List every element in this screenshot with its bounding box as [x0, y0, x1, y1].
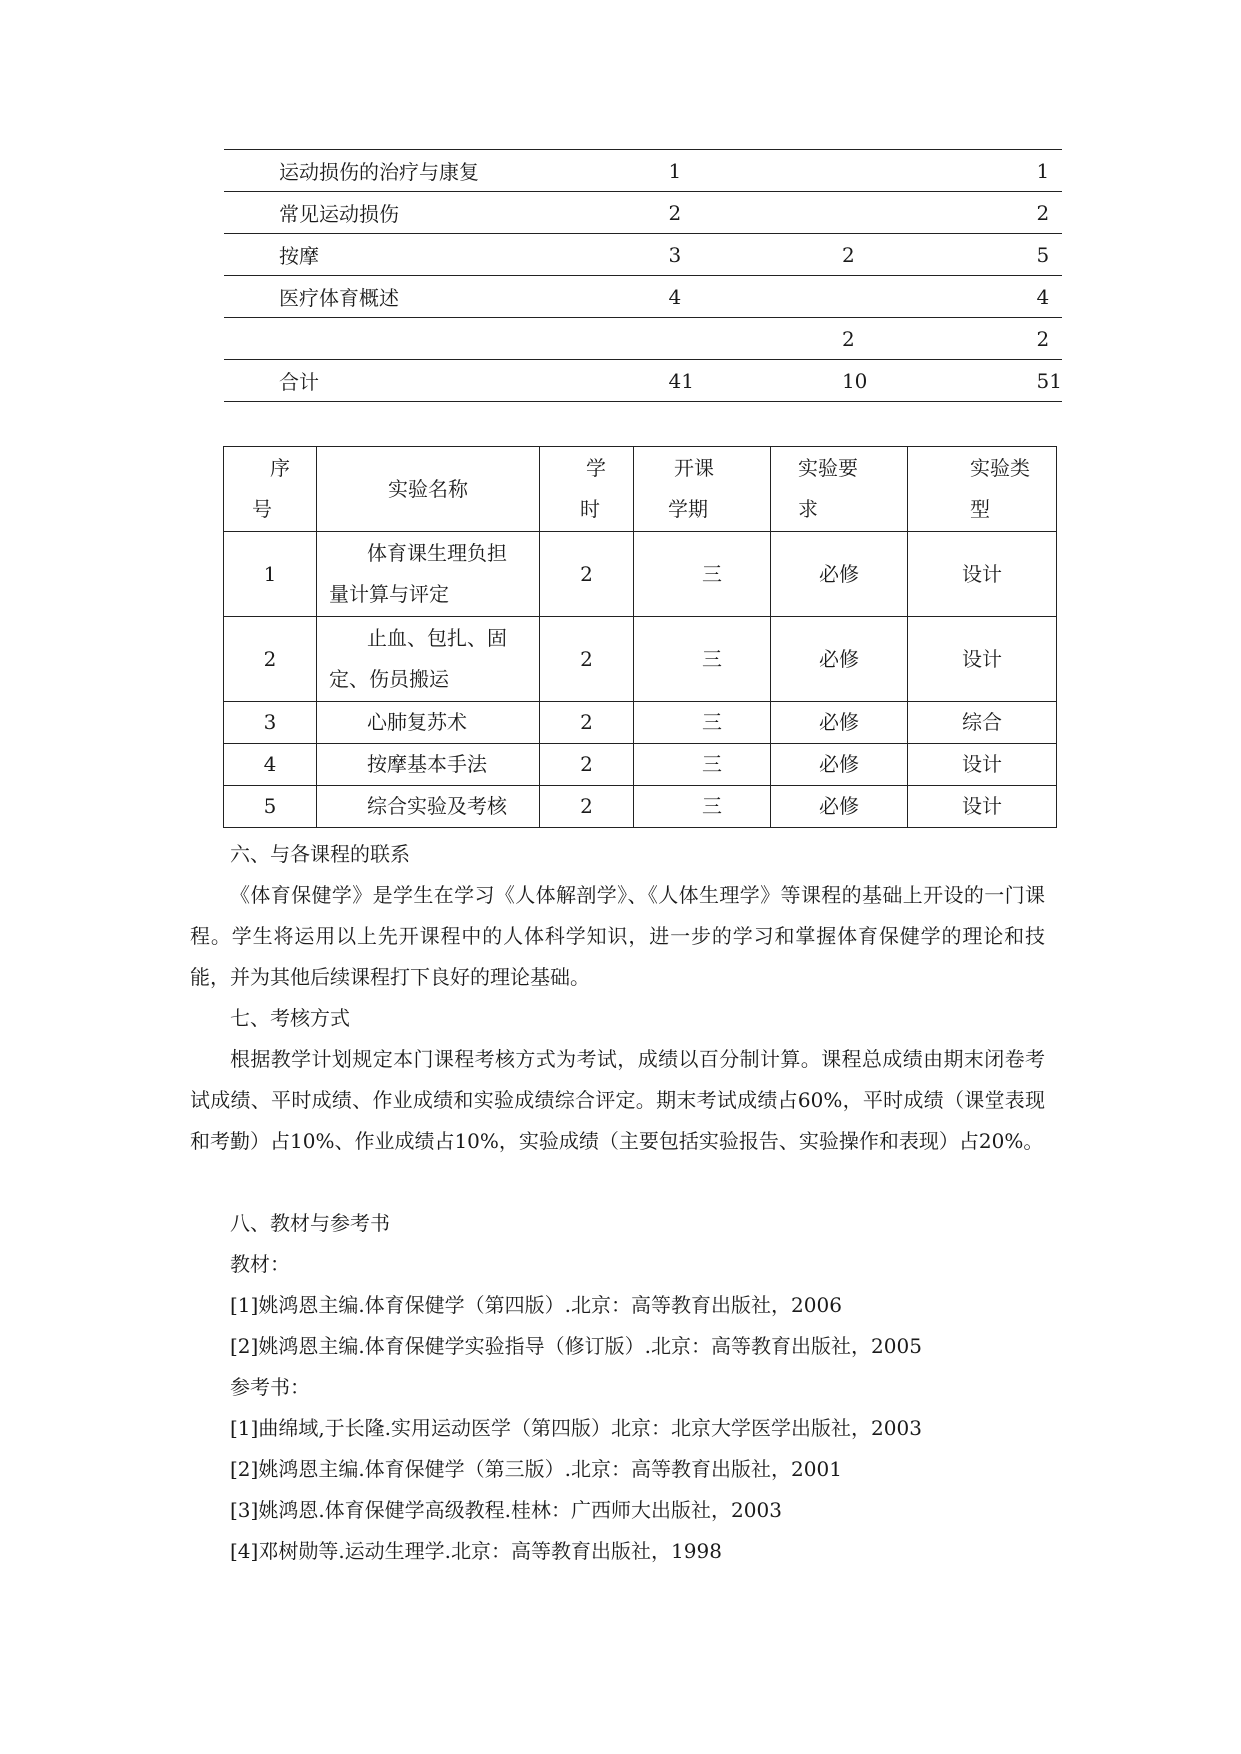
table-row [224, 702, 1057, 744]
type-cell: 设计 [908, 786, 1057, 828]
reference-item: [1]曲绵域,于长隆.实用运动医学（第四版）北京：北京大学医学出版社，2003 [230, 1416, 922, 1440]
theory-hours-cell: 41 [666, 360, 824, 402]
lab-hours-cell: 2 [824, 234, 983, 276]
header-text: 时 [580, 497, 600, 521]
theory-hours-cell: 4 [666, 276, 824, 318]
name-text: 止血、包扎、固 [367, 626, 507, 650]
theory-hours-cell: 1 [666, 150, 824, 192]
topic-cell: 医疗体育概述 [224, 276, 666, 318]
hours-cell: 2 [540, 702, 634, 744]
theory-hours-cell [666, 318, 824, 360]
lab-hours-cell [824, 192, 983, 234]
header-text: 实验要 [798, 456, 858, 480]
lab-hours-cell [824, 276, 983, 318]
header-text: 号 [252, 497, 272, 521]
header-term [634, 447, 771, 532]
table-row [224, 744, 1057, 786]
section-paragraph: 根据教学计划规定本门课程考核方式为考试，成绩以百分制计算。课程总成绩由期末闭卷考试成绩、平时成绩、作业成绩和实验成绩综合评定。期末考试成绩占60%，平时成绩（课堂表现和考勤）占10%、作业成绩占10%，实验成绩（主要包括实验报告、实验操作和表现）占20%。 [190, 1047, 1045, 1153]
hours-cell: 2 [540, 786, 634, 828]
section-paragraph: 《体育保健学》是学生在学习《人体解剖学》、《人体生理学》等课程的基础上开设的一门课程。学生将运用以上先开课程中的人体科学知识，进一步的学习和掌握体育保健学的理论和技能，并为其他后续课程打下良好的理论基础。 [190, 883, 1045, 989]
table-row-total [224, 360, 1062, 402]
header-type [908, 447, 1057, 532]
reference-label: 参考书： [230, 1375, 310, 1399]
lab-hours-cell: 10 [824, 360, 983, 402]
textbook-item: [2]姚鸿恩主编.体育保健学实验指导（修订版）.北京：高等教育出版社，2005 [230, 1334, 922, 1358]
section-assessment [190, 998, 1045, 1162]
header-text: 学 [586, 456, 606, 480]
table-row [224, 786, 1057, 828]
total-hours-cell: 5 [983, 234, 1062, 276]
textbook-label: 教材： [230, 1252, 290, 1276]
section-textbooks [190, 1203, 1045, 1572]
experiment-table [223, 446, 1057, 828]
seq-cell: 1 [224, 532, 317, 617]
name-cell: 按摩基本手法 [317, 744, 540, 786]
requirement-cell: 必修 [771, 786, 908, 828]
topic-cell: 按摩 [224, 234, 666, 276]
header-name: 实验名称 [317, 447, 540, 532]
topic-cell [224, 318, 666, 360]
term-cell: 三 [634, 617, 771, 702]
total-hours-cell: 2 [983, 318, 1062, 360]
header-seq [224, 447, 317, 532]
header-text: 型 [970, 497, 990, 521]
name-cell: 综合实验及考核 [317, 786, 540, 828]
name-cell [317, 617, 540, 702]
lab-hours-cell [824, 150, 983, 192]
table-header-row [224, 447, 1057, 532]
hours-cell: 2 [540, 744, 634, 786]
total-hours-cell: 51 [983, 360, 1062, 402]
requirement-cell: 必修 [771, 744, 908, 786]
header-text: 实验类 [970, 456, 1030, 480]
requirement-cell: 必修 [771, 617, 908, 702]
header-requirement [771, 447, 908, 532]
total-hours-cell: 1 [983, 150, 1062, 192]
name-text: 体育课生理负担 [367, 541, 507, 565]
hours-cell: 2 [540, 532, 634, 617]
topic-cell: 常见运动损伤 [224, 192, 666, 234]
seq-cell: 5 [224, 786, 317, 828]
table-row [224, 234, 1062, 276]
type-cell: 设计 [908, 744, 1057, 786]
type-cell: 综合 [908, 702, 1057, 744]
topic-cell: 运动损伤的治疗与康复 [224, 150, 666, 192]
section-heading: 七、考核方式 [230, 1006, 350, 1030]
table-row [224, 150, 1062, 192]
table-row [224, 318, 1062, 360]
reference-item: [4]邓树勋等.运动生理学.北京：高等教育出版社，1998 [230, 1539, 722, 1563]
requirement-cell: 必修 [771, 532, 908, 617]
hours-table [224, 149, 1062, 402]
term-cell: 三 [634, 702, 771, 744]
hours-cell: 2 [540, 617, 634, 702]
name-cell [317, 532, 540, 617]
term-cell: 三 [634, 786, 771, 828]
name-text: 量计算与评定 [329, 582, 449, 606]
table-row [224, 276, 1062, 318]
topic-cell: 合计 [224, 360, 666, 402]
seq-cell: 2 [224, 617, 317, 702]
reference-item: [3]姚鸿恩.体育保健学高级教程.桂林：广西师大出版社，2003 [230, 1498, 782, 1522]
section-heading: 八、教材与参考书 [230, 1211, 390, 1235]
table-row [224, 192, 1062, 234]
section-course-relations [190, 834, 1045, 998]
requirement-cell: 必修 [771, 702, 908, 744]
theory-hours-cell: 3 [666, 234, 824, 276]
total-hours-cell: 2 [983, 192, 1062, 234]
reference-item: [2]姚鸿恩主编.体育保健学（第三版）.北京：高等教育出版社，2001 [230, 1457, 842, 1481]
header-text: 序 [270, 456, 290, 480]
total-hours-cell: 4 [983, 276, 1062, 318]
term-cell: 三 [634, 744, 771, 786]
name-cell: 心肺复苏术 [317, 702, 540, 744]
header-text: 开课 [674, 456, 714, 480]
table-row [224, 532, 1057, 617]
section-heading: 六、与各课程的联系 [230, 842, 410, 866]
header-hours [540, 447, 634, 532]
type-cell: 设计 [908, 532, 1057, 617]
name-text: 定、伤员搬运 [329, 667, 449, 691]
seq-cell: 4 [224, 744, 317, 786]
theory-hours-cell: 2 [666, 192, 824, 234]
lab-hours-cell: 2 [824, 318, 983, 360]
term-cell: 三 [634, 532, 771, 617]
header-text: 学期 [668, 497, 708, 521]
type-cell: 设计 [908, 617, 1057, 702]
table-row [224, 617, 1057, 702]
textbook-item: [1]姚鸿恩主编.体育保健学（第四版）.北京：高等教育出版社，2006 [230, 1293, 842, 1317]
seq-cell: 3 [224, 702, 317, 744]
header-text: 求 [798, 497, 818, 521]
